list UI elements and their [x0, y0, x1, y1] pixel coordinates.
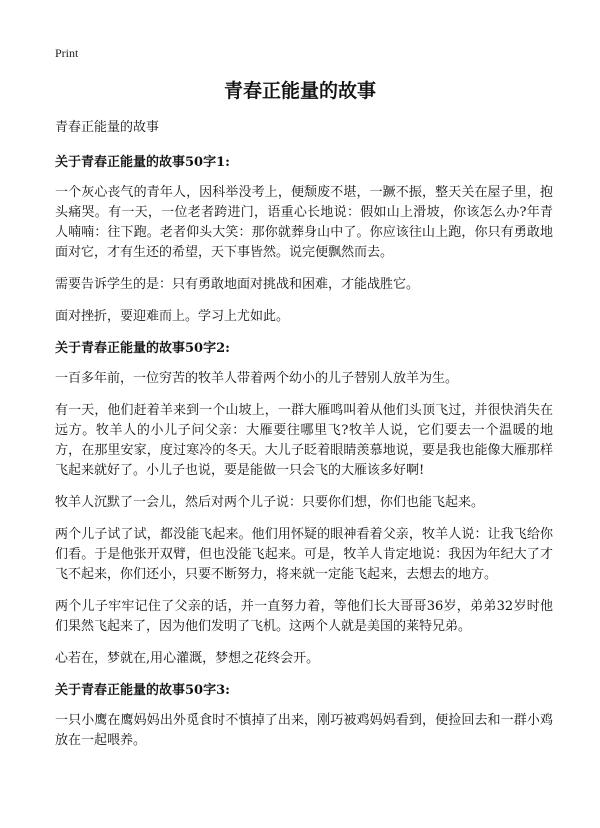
story-section-3: [55, 681, 553, 751]
paragraph: 牧羊人沉默了一会儿，然后对两个儿子说：只要你们想，你们也能飞起来。: [55, 495, 485, 510]
document-subtitle: 青春正能量的故事: [55, 120, 160, 135]
paragraph: 一个灰心丧气的青年人，因科举没考上，便颓废不堪，一蹶不振，整天关在屋子里，抱头痛哭。有一天，一位老者跨进门，语重心长地说：假如山上滑坡，你该怎么办?年青人喃喃：往下跑。老者仰头大笑：那你就葬身山中了。你应该往山上跑，你只有勇敢地面对它，才有生还的希望，天下事皆然。说完便飘然而去。: [55, 185, 553, 260]
document-title: 青春正能量的故事: [223, 80, 376, 102]
section-heading: 关于青春正能量的故事50字1:: [55, 155, 230, 170]
paragraph: 有一天，他们赶着羊来到一个山坡上，一群大雁鸣叫着从他们头顶飞过，并很快消失在远方。牧羊人的小儿子问父亲：大雁要往哪里飞?牧羊人说，它们要去一个温暖的地方，在那里安家，度过寒冷的冬天。大儿子眨着眼睛羡慕地说，要是我也能像大雁那样飞起来就好了。小儿子也说，要是能做一只会飞的大雁该多好啊!: [55, 403, 553, 478]
section-heading: 关于青春正能量的故事50字2:: [55, 341, 230, 356]
section-heading: 关于青春正能量的故事50字3:: [55, 683, 230, 698]
story-section-1: [55, 153, 553, 327]
paragraph: 两个儿子牢牢记住了父亲的话，并一直努力着，等他们长大哥哥36岁，弟弟32岁时他们果然飞起来了，因为他们发明了飞机。这两个人就是美国的莱特兄弟。: [55, 599, 553, 634]
paragraph: 心若在，梦就在,用心灌溉，梦想之花终会开。: [55, 651, 320, 666]
paragraph: 需要告诉学生的是：只有勇敢地面对挑战和困难，才能战胜它。: [55, 277, 420, 292]
document-body: [55, 118, 553, 763]
paragraph: 一百多年前，一位穷苦的牧羊人带着两个幼小的儿子替别人放羊为生。: [55, 371, 459, 386]
story-section-2: [55, 339, 553, 669]
paragraph: 面对挫折，要迎难而上。学习上尤如此。: [55, 309, 290, 324]
print-link[interactable]: Print: [55, 46, 79, 60]
paragraph: 一只小鹰在鹰妈妈出外觅食时不慎掉了出来，刚巧被鸡妈妈看到，便捡回去和一群小鸡放在一起喂养。: [55, 713, 553, 748]
paragraph: 两个儿子试了试，都没能飞起来。他们用怀疑的眼神看着父亲，牧羊人说：让我飞给你们看。于是他张开双臂，但也没能飞起来。可是，牧羊人肯定地说：我因为年纪大了才飞不起来，你们还小，只要不断努力，将来就一定能飞起来，去想去的地方。: [55, 527, 553, 582]
